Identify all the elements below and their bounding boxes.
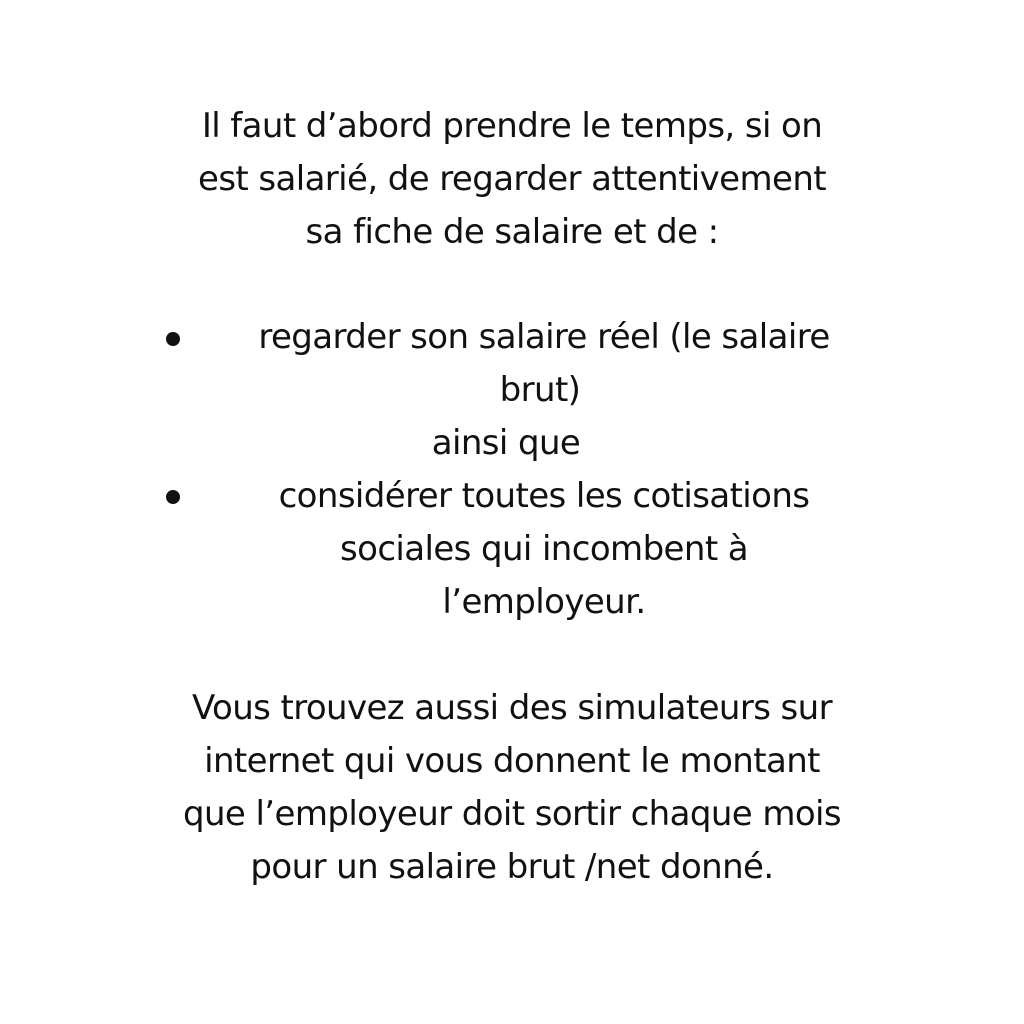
connector-text: ainsi que — [431, 423, 581, 463]
intro-line-3: sa fiche de salaire et de : — [305, 212, 719, 252]
outro-line-3: que l’employeur doit sortir chaque mois — [183, 794, 841, 834]
bullet-2-line-1: considérer toutes les cotisations — [278, 476, 810, 516]
bullet-1-line-2: brut) — [499, 370, 581, 410]
bullet-2-line-2: sociales qui incombent à — [340, 529, 748, 569]
intro-line-2: est salarié, de regarder attentivement — [198, 159, 826, 199]
bullet-2-line-3: l’employeur. — [442, 582, 646, 622]
bullet-1-line-1: regarder son salaire réel (le salaire — [258, 317, 830, 357]
outro-line-2: internet qui vous donnent le montant — [204, 741, 820, 781]
outro-line-1: Vous trouvez aussi des simulateurs sur — [191, 688, 833, 728]
outro-line-4: pour un salaire brut /net donné. — [250, 847, 774, 887]
intro-line-1: Il faut d’abord prendre le temps, si on — [201, 106, 823, 146]
